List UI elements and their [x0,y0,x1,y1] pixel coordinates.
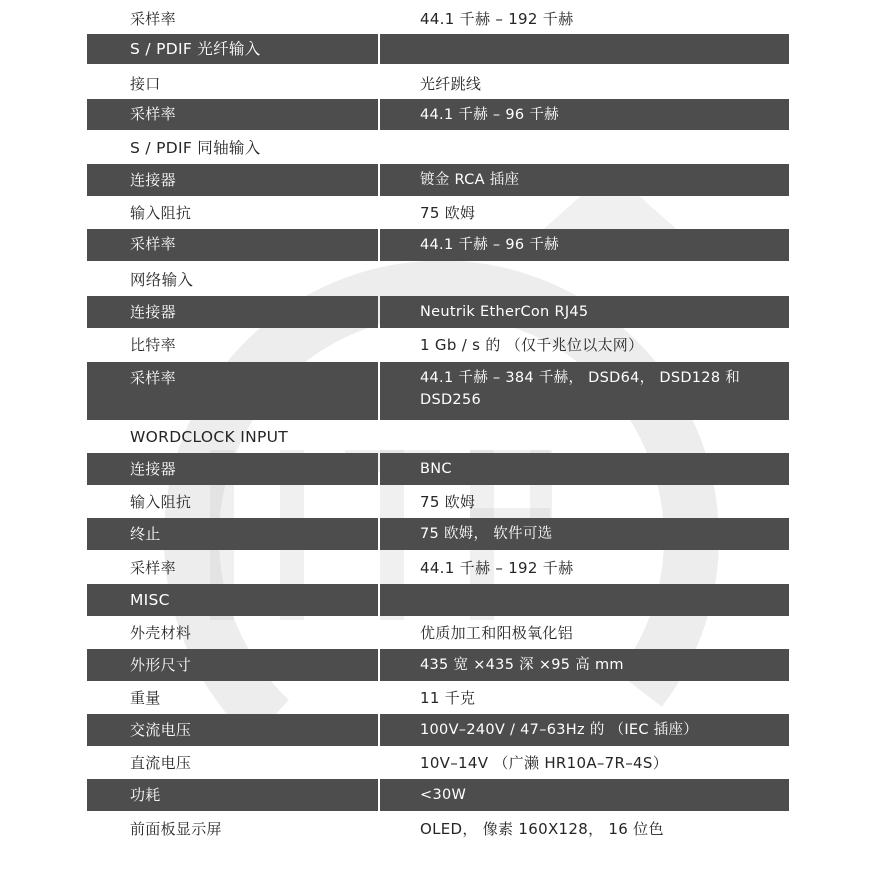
spec-row [87,164,789,196]
section-title: S / PDIF 光纤输入 [87,34,378,64]
spec-value: 10V–14V （广濑 HR10A–7R–4S） [420,754,669,772]
spec-row [87,649,789,681]
spec-label: 外壳材料 [130,624,192,642]
spec-label: 交流电压 [87,714,378,746]
spec-value [380,584,789,616]
section-title: 网络输入 [130,271,194,289]
section-header-row [87,34,789,64]
spec-label: 连接器 [87,453,378,485]
spec-value: 44.1 千赫 – 192 千赫 [420,10,574,28]
spec-row [87,197,789,229]
spec-label: 比特率 [130,336,176,354]
spec-row [87,67,789,99]
spec-row [87,812,789,846]
spec-row [87,779,789,811]
spec-label: 外形尺寸 [87,649,378,681]
section-header-row [87,263,789,296]
spec-row [87,296,789,328]
spec-row [87,747,789,779]
spec-value: 75 欧姆 [420,493,476,511]
section-header-row [87,421,789,453]
spec-value [380,421,789,453]
spec-row [87,329,789,361]
spec-value: OLED， 像素 160X128， 16 位色 [420,820,664,838]
spec-value: BNC [380,453,789,485]
spec-label: 接口 [130,75,161,93]
spec-value: 光纤跳线 [420,75,482,93]
spec-value: <30W [380,779,789,811]
spec-value: 优质加工和阳极氧化铝 [420,624,574,642]
spec-label: 连接器 [87,296,378,328]
spec-label: 前面板显示屏 [130,820,222,838]
spec-value [380,132,789,164]
spec-label: 连接器 [87,164,378,196]
spec-row [87,682,789,714]
spec-label: 输入阻抗 [130,204,192,222]
spec-value: 1 Gb / s 的 （仅千兆位以太网） [420,336,644,354]
spec-value: 44.1 千赫 – 96 千赫 [380,99,789,130]
spec-row [87,551,789,584]
spec-value [380,34,789,64]
spec-label: 采样率 [130,559,176,577]
spec-label: 终止 [87,518,378,550]
spec-label: 采样率 [130,10,176,28]
spec-row [87,453,789,485]
spec-value [380,263,789,296]
spec-label: 采样率 [87,99,378,130]
spec-row [87,486,789,518]
spec-row [87,99,789,130]
spec-value: 44.1 千赫 – 96 千赫 [380,229,789,261]
spec-value: 44.1 千赫 – 192 千赫 [420,559,574,577]
spec-label: 输入阻抗 [130,493,192,511]
spec-row [87,714,789,746]
spec-row [87,2,789,34]
spec-row [87,617,789,649]
spec-label: 重量 [130,689,161,707]
section-header-row [87,132,789,164]
section-title: S / PDIF 同轴输入 [130,139,261,157]
spec-label: 采样率 [87,229,378,261]
spec-row [87,518,789,550]
spec-value: 11 千克 [420,689,476,707]
spec-value: Neutrik EtherCon RJ45 [380,296,789,328]
section-title: MISC [87,584,378,616]
section-header-row [87,584,789,616]
spec-label: 采样率 [87,362,378,420]
spec-value: 435 宽 ×435 深 ×95 高 mm [380,649,789,681]
spec-row [87,362,789,420]
spec-value: 100V–240V / 47–63Hz 的 （IEC 插座） [380,714,789,746]
spec-row [87,229,789,261]
spec-value: 44.1 千赫 – 384 千赫， DSD64， DSD128 和 DSD256 [380,362,789,420]
spec-label: 直流电压 [130,754,192,772]
spec-label: 功耗 [87,779,378,811]
section-title: WORDCLOCK INPUT [130,428,289,446]
spec-value: 镀金 RCA 插座 [380,164,789,196]
spec-value: 75 欧姆， 软件可选 [380,518,789,550]
spec-value: 75 欧姆 [420,204,476,222]
